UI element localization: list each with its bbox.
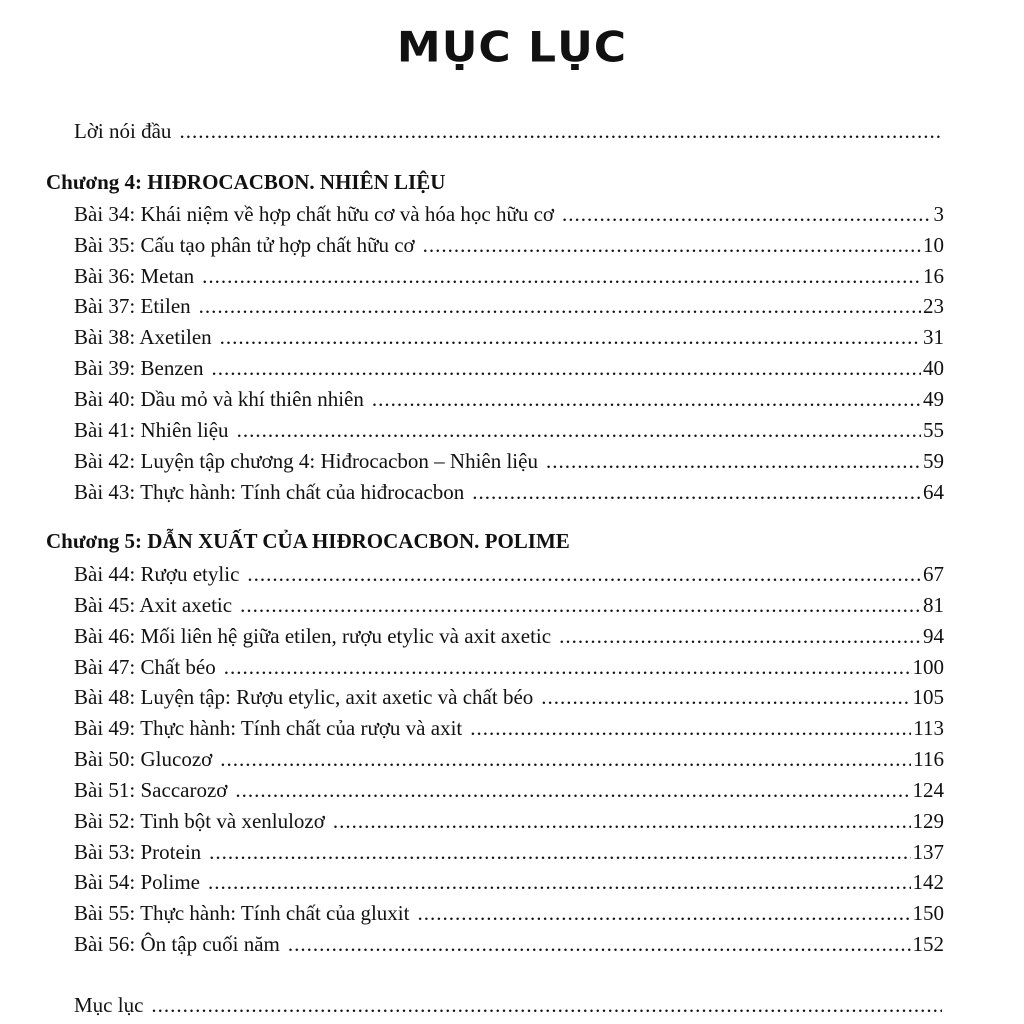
- toc-entry[interactable]: [74, 417, 944, 443]
- toc-entry-page: 94: [923, 624, 944, 648]
- toc-entry-page: 59: [923, 449, 944, 473]
- toc-entry-label: Mục lục: [74, 993, 144, 1017]
- toc-entry-page: 105: [912, 685, 944, 709]
- dot-leader: [209, 839, 910, 865]
- toc-entry-page: 49: [923, 387, 944, 411]
- toc-entry-label: Bài 55: Thực hành: Tính chất của gluxit: [74, 901, 410, 925]
- toc-entry-label: Bài 44: Rượu etylic: [74, 562, 240, 586]
- toc-entry-label: Bài 54: Polime: [74, 870, 200, 894]
- toc-entry-page: 67: [923, 562, 944, 586]
- toc-entry-label: Bài 41: Nhiên liệu: [74, 418, 229, 442]
- dot-leader: [417, 900, 910, 926]
- toc-entry[interactable]: [74, 324, 944, 350]
- dot-leader: [472, 479, 921, 505]
- toc-entry-page: 113: [913, 716, 944, 740]
- toc-entry-label: Bài 53: Protein: [74, 840, 202, 864]
- toc-entry-page: 31: [923, 325, 944, 349]
- dot-leader: [208, 869, 911, 895]
- toc-entry[interactable]: [74, 654, 944, 680]
- toc-entry-label: Bài 42: Luyện tập chương 4: Hiđrocacbon – Nhiên liệu: [74, 449, 538, 473]
- toc-entry-label: Bài 35: Cấu tạo phân tử hợp chất hữu cơ: [74, 233, 415, 257]
- toc-entry[interactable]: [74, 355, 944, 381]
- toc-entry-page: 64: [923, 480, 944, 504]
- dot-leader: [211, 355, 921, 381]
- toc-entry[interactable]: [74, 746, 944, 772]
- toc-entry-label: Bài 45: Axit axetic: [74, 593, 233, 617]
- toc-entry[interactable]: [74, 715, 944, 741]
- dot-leader: [333, 808, 911, 834]
- dot-leader: [220, 746, 911, 772]
- toc-entry-label: Bài 38: Axetilen: [74, 325, 212, 349]
- toc-entry-label: Bài 52: Tinh bột và xenlulozơ: [74, 809, 325, 833]
- dot-leader: [240, 592, 921, 618]
- toc-entry[interactable]: [74, 808, 944, 834]
- toc-entry-label: Bài 37: Etilen: [74, 294, 191, 318]
- toc-entry-page: 142: [912, 870, 944, 894]
- chapter-heading-4: Chương 4: HIĐROCACBON. NHIÊN LIỆU: [46, 170, 446, 194]
- toc-entry-contents[interactable]: [74, 992, 944, 1018]
- toc-entry[interactable]: [74, 592, 944, 618]
- dot-leader: [423, 232, 921, 258]
- dot-leader: [470, 715, 911, 741]
- dot-leader: [202, 263, 921, 289]
- toc-entry-label: Bài 50: Glucozơ: [74, 747, 213, 771]
- dot-leader: [224, 654, 911, 680]
- toc-entry[interactable]: [74, 839, 944, 865]
- toc-entry-page: 81: [923, 593, 944, 617]
- toc-entry-page: 129: [912, 809, 944, 833]
- toc-entry[interactable]: [74, 479, 944, 505]
- dot-leader: [541, 684, 910, 710]
- dot-leader: [546, 448, 921, 474]
- toc-entry[interactable]: [74, 931, 944, 957]
- toc-entry[interactable]: [74, 777, 944, 803]
- toc-entry[interactable]: [74, 561, 944, 587]
- dot-leader: [288, 931, 911, 957]
- toc-entry[interactable]: [74, 623, 944, 649]
- dot-leader: [562, 201, 931, 227]
- toc-entry-page: 137: [912, 840, 944, 864]
- toc-entry-label: Bài 43: Thực hành: Tính chất của hiđrocacbon: [74, 480, 465, 504]
- toc-entry[interactable]: [74, 201, 944, 227]
- toc-entry-page: 16: [923, 264, 944, 288]
- dot-leader: [179, 118, 942, 144]
- toc-entry-page: 116: [913, 747, 944, 771]
- toc-entry-label: Bài 56: Ôn tập cuối năm: [74, 932, 280, 956]
- toc-entry-label: Bài 49: Thực hành: Tính chất của rượu và axit: [74, 716, 463, 740]
- toc-entry-label: Bài 46: Mối liên hệ giữa etilen, rượu etylic và axit axetic: [74, 624, 552, 648]
- toc-entry-label: Bài 34: Khái niệm về hợp chất hữu cơ và hóa học hữu cơ: [74, 202, 555, 226]
- toc-entry-label: Bài 48: Luyện tập: Rượu etylic, axit axetic và chất béo: [74, 685, 534, 709]
- dot-leader: [151, 992, 942, 1018]
- toc-entry-page: 150: [912, 901, 944, 925]
- dot-leader: [247, 561, 921, 587]
- toc-entry-label: Bài 39: Benzen: [74, 356, 204, 380]
- toc-entry-page: 124: [912, 778, 944, 802]
- toc-entry-label: Bài 36: Metan: [74, 264, 195, 288]
- toc-entry[interactable]: [74, 869, 944, 895]
- toc-entry[interactable]: [74, 293, 944, 319]
- toc-entry[interactable]: [74, 232, 944, 258]
- toc-entry-page: 100: [912, 655, 944, 679]
- toc-entry[interactable]: [74, 684, 944, 710]
- dot-leader: [220, 324, 921, 350]
- toc-entry[interactable]: [74, 900, 944, 926]
- toc-entry-label: Lời nói đầu: [74, 119, 172, 143]
- toc-entry[interactable]: [74, 386, 944, 412]
- toc-entry-page: 23: [923, 294, 944, 318]
- toc-entry-page: 152: [912, 932, 944, 956]
- toc-entry-page: 55: [923, 418, 944, 442]
- toc-entry[interactable]: [74, 448, 944, 474]
- toc-entry-page: 3: [933, 202, 944, 226]
- toc-entry-label: Bài 47: Chất béo: [74, 655, 216, 679]
- toc-entry-preface[interactable]: [74, 118, 944, 144]
- toc-entry-label: Bài 40: Dầu mỏ và khí thiên nhiên: [74, 387, 364, 411]
- page-title: MỤC LỤC: [396, 23, 628, 72]
- dot-leader: [199, 293, 921, 319]
- toc-entry-label: Bài 51: Saccarozơ: [74, 778, 228, 802]
- dot-leader: [235, 777, 910, 803]
- toc-entry-page: 10: [923, 233, 944, 257]
- toc-entry[interactable]: [74, 263, 944, 289]
- chapter-heading-5: Chương 5: DẪN XUẤT CỦA HIĐROCACBON. POLIME: [46, 529, 570, 553]
- dot-leader: [372, 386, 921, 412]
- toc-entry-page: 40: [923, 356, 944, 380]
- dot-leader: [237, 417, 921, 443]
- dot-leader: [559, 623, 921, 649]
